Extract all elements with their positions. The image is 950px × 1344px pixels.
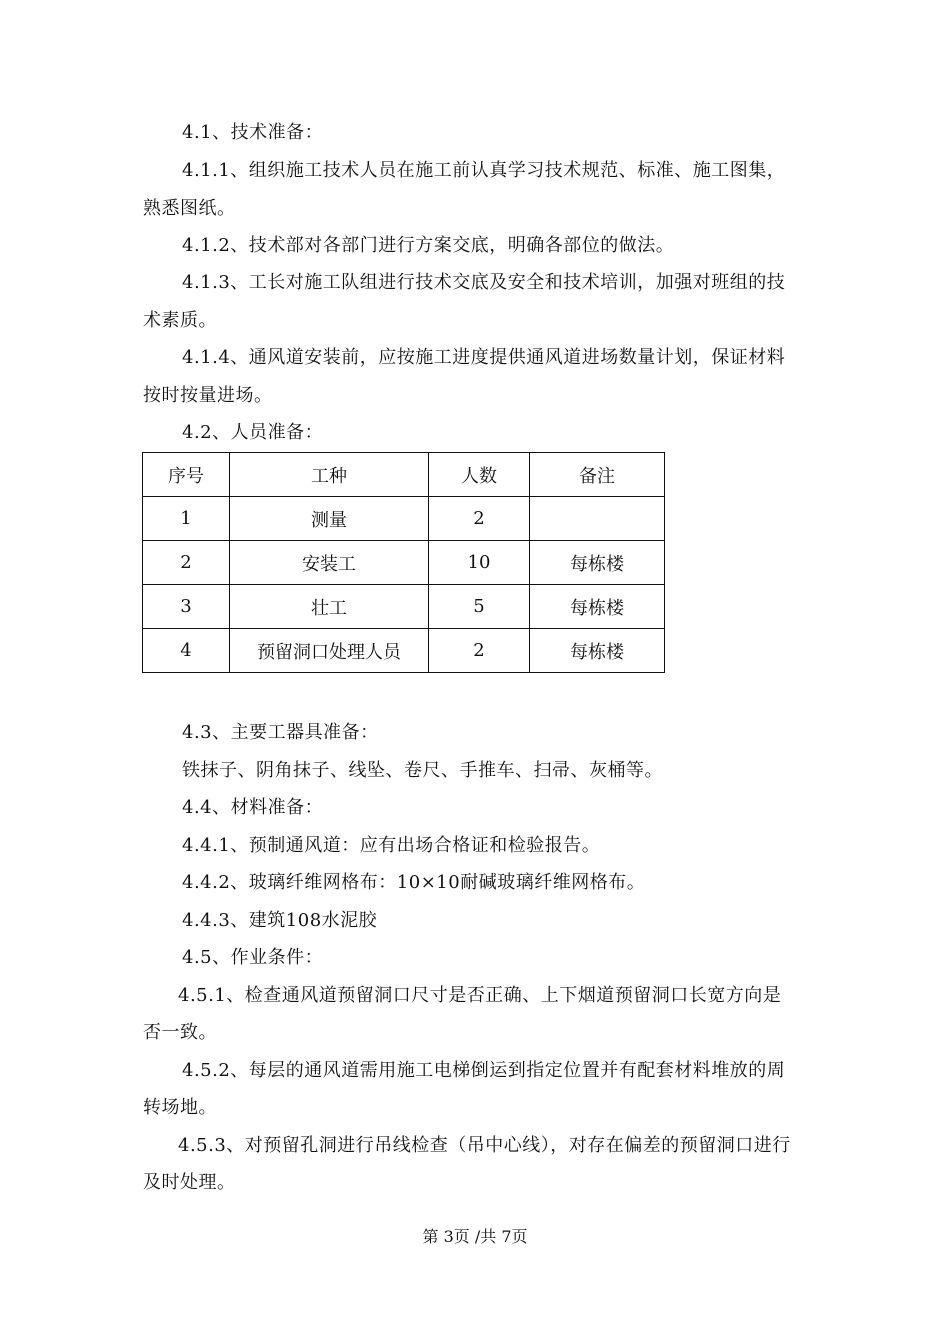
- paragraph-4-1-4-line1: 4.1.4、通风道安装前，应按施工进度提供通风道进场数量计划，保证材料: [182, 347, 786, 368]
- paragraph-4-1-3-line1: 4.1.3、工长对施工队组进行技术交底及安全和技术培训，加强对班组的技: [182, 272, 786, 293]
- table-row: [143, 585, 665, 629]
- table-cell: 1: [143, 497, 230, 541]
- paragraph-4-5-3-line2: 及时处理。: [143, 1172, 236, 1193]
- table-cell: 4: [143, 629, 230, 673]
- table-header-row: [143, 453, 665, 497]
- section-title-4-1: 4.1、技术准备：: [182, 122, 324, 143]
- paragraph-4-4-2: 4.4.2、玻璃纤维网格布：10×10耐碱玻璃纤维网格布。: [182, 872, 646, 893]
- section-title-4-5: 4.5、作业条件：: [182, 947, 324, 968]
- table-cell: 3: [143, 585, 230, 629]
- paragraph-4-5-1-line1: 4.5.1、检查通风道预留洞口尺寸是否正确、上下烟道预留洞口长宽方向是: [178, 985, 782, 1006]
- table-cell: 5: [429, 585, 530, 629]
- table-header-cell: 备注: [530, 453, 665, 497]
- table-cell: 安装工: [230, 541, 429, 585]
- table-cell: 预留洞口处理人员: [230, 629, 429, 673]
- table-cell: 每栋楼: [530, 585, 665, 629]
- paragraph-4-1-4-line2: 按时按量进场。: [143, 385, 273, 406]
- paragraph-4-1-1-line1: 4.1.1、组织施工技术人员在施工前认真学习技术规范、标准、施工图集，: [182, 160, 786, 181]
- table-cell: 2: [429, 629, 530, 673]
- section-title-4-4: 4.4、材料准备：: [182, 797, 324, 818]
- paragraph-4-5-2-line2: 转场地。: [143, 1097, 217, 1118]
- table-header-cell: 工种: [230, 453, 429, 497]
- table-cell: [530, 497, 665, 541]
- table-cell: 10: [429, 541, 530, 585]
- table-cell: 每栋楼: [530, 541, 665, 585]
- paragraph-4-4-3: 4.4.3、建筑108水泥胶: [182, 910, 378, 931]
- table-cell: 每栋楼: [530, 629, 665, 673]
- section-title-4-2: 4.2、人员准备：: [182, 422, 324, 443]
- paragraph-4-1-2: 4.1.2、技术部对各部门进行方案交底，明确各部位的做法。: [182, 235, 675, 256]
- paragraph-4-4-1: 4.4.1、预制通风道：应有出场合格证和检验报告。: [182, 835, 601, 856]
- paragraph-4-3-tools: 铁抹子、阴角抹子、线坠、卷尺、手推车、扫帚、灰桶等。: [182, 760, 663, 781]
- paragraph-4-5-3-line1: 4.5.3、对预留孔洞进行吊线检查（吊中心线），对存在偏差的预留洞口进行: [178, 1135, 791, 1156]
- table-row: [143, 497, 665, 541]
- table-cell: 测量: [230, 497, 429, 541]
- table-cell: 2: [143, 541, 230, 585]
- staff-table: [142, 452, 665, 673]
- paragraph-4-5-2-line1: 4.5.2、每层的通风道需用施工电梯倒运到指定位置并有配套材料堆放的周: [182, 1060, 786, 1081]
- table-header-cell: 人数: [429, 453, 530, 497]
- table-row: [143, 541, 665, 585]
- section-title-4-3: 4.3、主要工器具准备：: [182, 722, 379, 743]
- table-row: [143, 629, 665, 673]
- paragraph-4-1-3-line2: 术素质。: [143, 310, 217, 331]
- table-cell: 壮工: [230, 585, 429, 629]
- paragraph-4-1-1-line2: 熟悉图纸。: [143, 198, 236, 219]
- table-header-cell: 序号: [143, 453, 230, 497]
- paragraph-4-5-1-line2: 否一致。: [143, 1022, 217, 1043]
- table-cell: 2: [429, 497, 530, 541]
- page-number: 第 3页 /共 7页: [422, 1227, 528, 1246]
